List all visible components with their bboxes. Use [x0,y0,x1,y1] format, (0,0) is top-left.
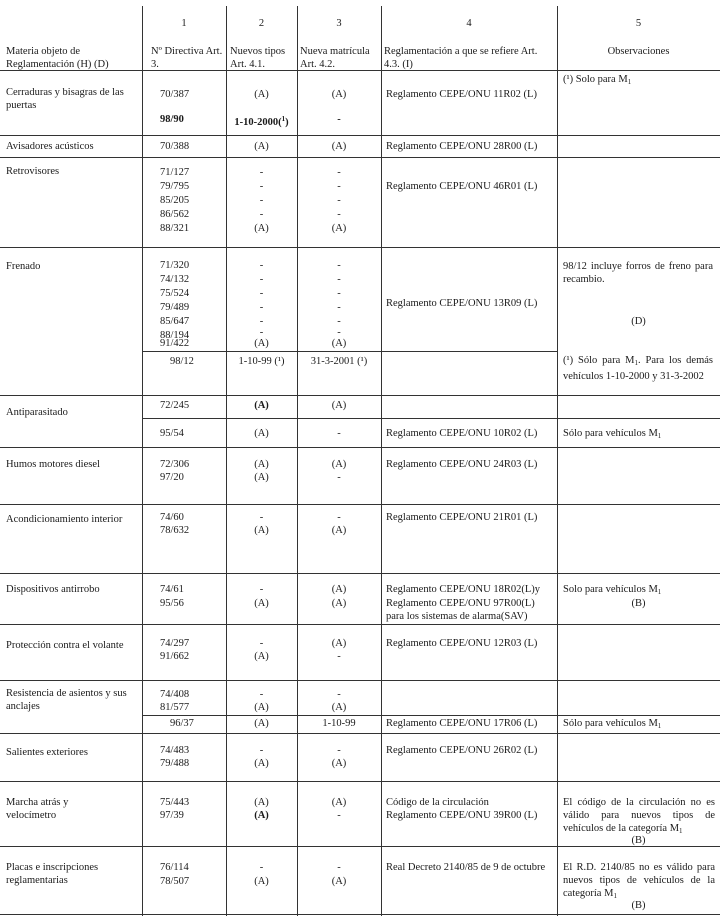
nuevos-value: - [259,584,264,595]
nuevos-value: (A) [254,400,269,411]
reglamento-text: Reglamento CEPE/ONU 12R03 (L) [386,638,538,649]
matricula-value: - [337,810,341,821]
directiva-number: 88/321 [160,223,190,234]
row-divider [0,733,720,734]
nuevos-value: (A) [254,876,269,887]
row-divider [0,624,720,625]
header-observaciones: Observaciones [607,46,670,57]
nuevos-value: - [259,745,264,756]
nuevos-value: - [259,302,264,313]
nuevos-value: - [259,260,264,271]
nuevos-value: - [259,327,264,338]
reglamento-text: Reglamento CEPE/ONU 24R03 (L) [386,459,538,470]
reglamento-text: Reglamento CEPE/ONU 10R02 (L) [386,428,538,439]
row-divider [142,351,557,352]
row-divider [0,781,720,782]
materia-marcha: Marcha atrás y velocímetro [6,797,69,821]
directiva-number: 74/61 [160,584,184,595]
directiva-number: 76/114 [160,862,189,873]
matricula-value: (A) [331,638,347,649]
materia-volante: Protección contra el volante [6,640,124,651]
materia-salientes: Salientes exteriores [6,747,88,758]
column-number: 5 [635,18,642,29]
nuevos-value: - [259,209,264,220]
directiva-number: 74/408 [160,689,190,700]
directiva-number: 78/507 [160,876,190,887]
nuevos-value: (A) [254,525,269,536]
observacion-note: (B) [631,598,646,609]
header-nueva-matricula: Nueva matrícula Art. 4.2. [300,46,370,70]
reglamento-text: Código de la circulación [386,797,489,808]
materia-cerraduras: Cerraduras y bisagras de las puertas [6,87,124,111]
matricula-value: (A) [331,797,347,808]
nuevos-value: - [259,689,264,700]
directiva-number: 74/483 [160,745,190,756]
materia-avisadores: Avisadores acústicos [6,141,94,152]
nuevos-value: - [259,181,264,192]
nuevos-value: (A) [254,810,269,821]
matricula-value: (A) [331,876,347,887]
matricula-value: (A) [331,525,347,536]
directiva-number: 72/306 [160,459,190,470]
directiva-number: 95/56 [160,598,184,609]
matricula-value: (A) [331,598,347,609]
nuevos-value: (A) [254,758,269,769]
matricula-value: - [337,209,341,220]
nuevos-value: (A) [254,428,269,439]
column-divider [557,6,558,916]
directiva-number: 98/90 [160,114,184,125]
row-divider [0,395,720,396]
directiva-number: 78/632 [160,525,190,536]
nuevos-value: (A) [254,651,269,662]
matricula-value: (A) [331,758,347,769]
matricula-value: - [337,260,341,271]
directiva-number: 72/245 [160,400,190,411]
matricula-value: - [337,745,341,756]
row-divider [0,135,720,136]
materia-antiparasitado: Antiparasitado [6,407,68,418]
row-divider [0,447,720,448]
directiva-number: 75/524 [160,288,190,299]
reglamento-text: Reglamento CEPE/ONU 21R01 (L) [386,512,538,523]
reglamento-text: Reglamento CEPE/ONU 97R00(L) [386,598,535,609]
nuevos-value: (A) [254,472,269,483]
nuevos-value: (A) [254,89,269,100]
observacion-text: (¹) Sólo para $M_1$. Para los demás vehículos 1-10-2000 y 31-3-2002 [563,355,713,382]
row-divider [142,715,720,716]
directiva-number: 70/387 [160,89,190,100]
nuevos-value: (A) [254,223,269,234]
header-reglamentacion: Reglamentación a que se refiere Art. 4.3. (I) [384,46,538,70]
directiva-number: 79/795 [160,181,190,192]
nuevos-value: - [259,316,264,327]
nuevos-value: - [259,862,264,873]
reglamento-text: para los sistemas de alarma(SAV) [386,611,528,622]
directiva-number: 91/422 [160,338,190,349]
matricula-value: - [337,316,341,327]
observacion-text: El R.D. 2140/85 no es válido para nuevos tipos de vehículos de la categoría $M_1$ [563,862,715,900]
directiva-number: 74/297 [160,638,190,649]
matricula-value: 31-3-2001 (¹) [310,356,368,367]
reglamento-text: Real Decreto 2140/85 de 9 de octubre [386,862,546,873]
reglamento-text: Reglamento CEPE/ONU 18R02(L)y [386,584,540,595]
matricula-value: (A) [331,223,347,234]
nuevos-value: (A) [254,702,269,713]
matricula-value: (A) [331,89,347,100]
row-divider [142,418,720,419]
column-number: 2 [258,18,265,29]
header-materia: Materia objeto de Reglamentación (H) (D) [6,46,109,70]
observacion-text: Sólo para vehículos $M_1$ [563,718,662,730]
materia-frenado: Frenado [6,261,41,272]
matricula-value: (A) [331,141,347,152]
matricula-value: (A) [331,584,347,595]
directiva-number: 81/577 [160,702,190,713]
nuevos-value: - [259,638,264,649]
directiva-number: 85/205 [160,195,190,206]
directiva-number: 75/443 [160,797,190,808]
materia-antirrobo: Dispositivos antirrobo [6,584,100,595]
column-divider [381,6,382,916]
reglamento-text: Reglamento CEPE/ONU 17R06 (L) [386,718,538,729]
column-divider [142,6,143,916]
nuevos-value: (A) [254,141,269,152]
nuevos-value: - [259,274,264,285]
nuevos-value: (A) [254,338,269,349]
reglamento-text: Reglamento CEPE/ONU 39R00 (L) [386,810,538,821]
observacion-text: Sólo para vehículos $M_1$ [563,428,662,440]
directiva-number: 97/20 [160,472,184,483]
matricula-value: - [337,302,341,313]
header-nuevos-tipos: Nuevos tipos Art. 4.1. [230,46,286,70]
nuevos-value: - [259,288,264,299]
directiva-number: 91/662 [160,651,190,662]
matricula-value: - [337,195,341,206]
nuevos-value: - [259,195,264,206]
materia-acondicionamiento: Acondicionamiento interior [6,514,123,525]
observacion-text: (¹) Solo para $M_1$ [563,74,632,86]
nuevos-value: (A) [254,797,269,808]
matricula-value: - [337,689,341,700]
nuevos-value: (A) [254,459,269,470]
matricula-value: - [337,274,341,285]
matricula-value: - [337,288,341,299]
nuevos-value: - [259,512,264,523]
nuevos-value: (A) [254,718,269,729]
row-divider [0,573,720,574]
directiva-number: 71/127 [160,167,190,178]
directiva-number: 86/562 [160,209,190,220]
matricula-value: (A) [331,400,347,411]
row-divider [0,157,720,158]
matricula-value: (A) [331,459,347,470]
directiva-number: 96/37 [170,718,194,729]
materia-humos: Humos motores diesel [6,459,100,470]
directiva-number: 97/39 [160,810,184,821]
directiva-number: 88/194 [160,330,190,341]
directiva-number: 79/488 [160,758,190,769]
reglamento-text: Reglamento CEPE/ONU 46R01 (L) [386,181,538,192]
materia-placas: Placas e inscripciones reglamentarias [6,862,99,886]
reglamento-text: Reglamento CEPE/ONU 28R00 (L) [386,141,538,152]
row-divider [0,504,720,505]
matricula-value: - [337,114,341,125]
nuevos-value: 1-10-2000($^1$) [234,115,289,128]
column-number: 3 [336,18,342,29]
directiva-number: 70/388 [160,141,190,152]
reglamento-text: Reglamento CEPE/ONU 11R02 (L) [386,89,537,100]
matricula-value: - [337,651,341,662]
matricula-value: - [337,327,341,338]
matricula-value: - [337,167,341,178]
nuevos-value: - [259,167,264,178]
header-directiva: Nº Directiva Art. 3. [151,46,223,70]
observacion-note: (B) [631,900,646,911]
directiva-number: 74/60 [160,512,184,523]
matricula-value: 1-10-99 [322,718,356,729]
row-divider [0,680,720,681]
matricula-value: (A) [331,338,347,349]
observacion-text: Solo para vehículos $M_1$ [563,584,662,596]
directiva-number: 74/132 [160,274,190,285]
nuevos-value: (A) [254,598,269,609]
column-number: 1 [181,18,187,29]
directiva-number: 79/489 [160,302,190,313]
directiva-number: 85/647 [160,316,190,327]
matricula-value: - [337,181,341,192]
observacion-note: (D) [631,316,646,327]
materia-retrovisores: Retrovisores [6,166,60,177]
column-number: 4 [466,18,472,29]
matricula-value: - [337,512,341,523]
matricula-value: - [337,862,341,873]
materia-asientos: Resistencia de asientos y sus anclajes [6,688,127,712]
observacion-note: (B) [631,835,646,846]
reglamento-text: Reglamento CEPE/ONU 26R02 (L) [386,745,538,756]
row-divider [0,247,720,248]
matricula-value: - [337,472,341,483]
matricula-value: - [337,428,341,439]
observacion-text: El código de la circulación no es válido para nuevos tipos de vehículos de la categoría $M_1$ [563,797,715,835]
row-divider [0,914,720,915]
directiva-number: 98/12 [170,356,194,367]
observacion-text: 98/12 incluye forros de freno para recambio. [563,261,713,285]
nuevos-value: 1-10-99 (¹) [238,356,285,367]
directiva-number: 95/54 [160,428,184,439]
directiva-number: 71/320 [160,260,190,271]
matricula-value: (A) [331,702,347,713]
reglamento-text: Reglamento CEPE/ONU 13R09 (L) [386,298,538,309]
